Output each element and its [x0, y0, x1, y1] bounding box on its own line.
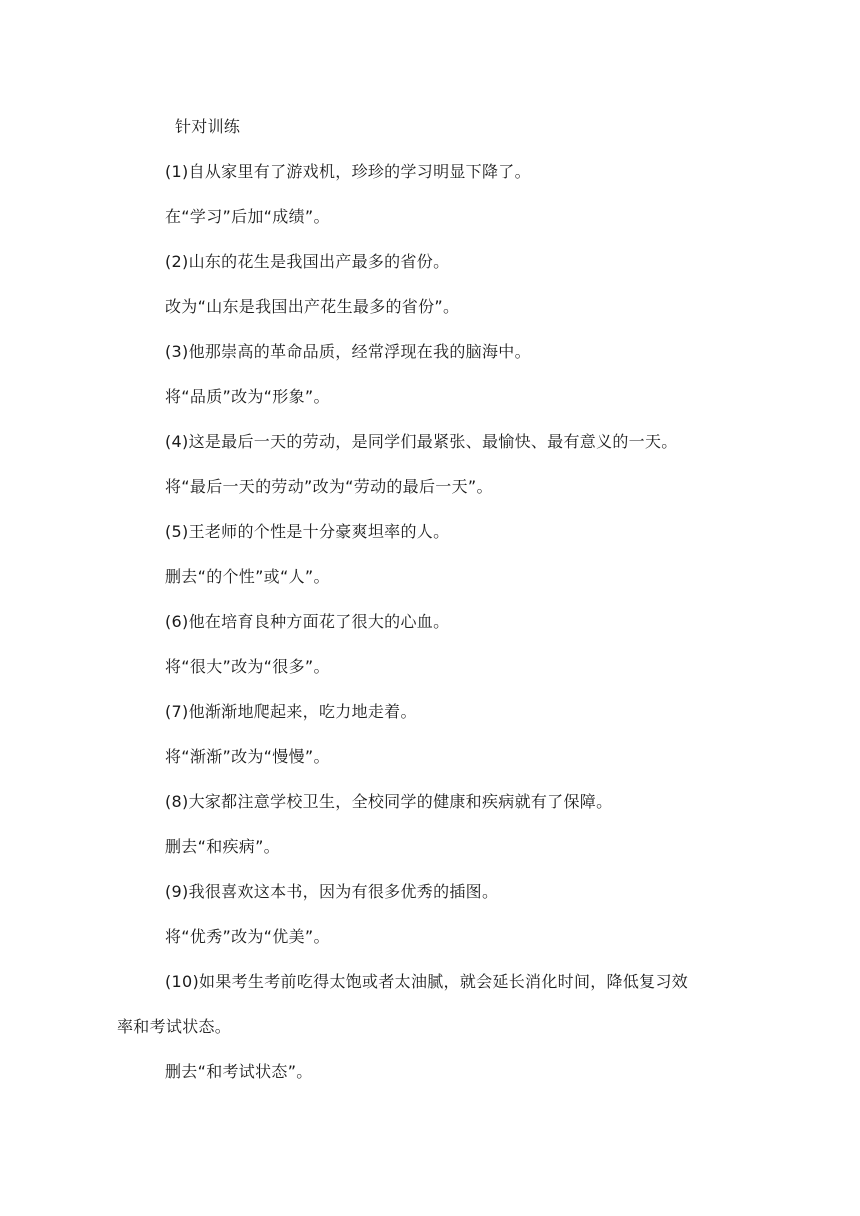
answer-9: 将“优秀”改为“优美”。: [165, 927, 330, 946]
question-10-line-1: (10)如果考生考前吃得太饱或者太油腻，就会延长消化时间，降低复习效: [165, 972, 689, 991]
section-heading: 针对训练: [175, 117, 241, 136]
question-3: (3)他那崇高的革命品质，经常浮现在我的脑海中。: [165, 342, 531, 361]
question-4: (4)这是最后一天的劳动，是同学们最紧张、最愉快、最有意义的一天。: [165, 432, 678, 451]
answer-7: 将“渐渐”改为“慢慢”。: [165, 747, 330, 766]
answer-5: 删去“的个性”或“人”。: [165, 567, 330, 586]
question-8: (8)大家都注意学校卫生，全校同学的健康和疾病就有了保障。: [165, 792, 613, 811]
answer-6: 将“很大”改为“很多”。: [165, 657, 330, 676]
question-6: (6)他在培育良种方面花了很大的心血。: [165, 612, 450, 631]
answer-8: 删去“和疾病”。: [165, 837, 280, 856]
answer-10: 删去“和考试状态”。: [165, 1062, 313, 1081]
question-9: (9)我很喜欢这本书，因为有很多优秀的插图。: [165, 882, 499, 901]
question-5: (5)王老师的个性是十分豪爽坦率的人。: [165, 522, 450, 541]
question-7: (7)他渐渐地爬起来，吃力地走着。: [165, 702, 417, 721]
answer-2: 改为“山东是我国出产花生最多的省份”。: [165, 297, 460, 316]
answer-3: 将“品质”改为“形象”。: [165, 387, 330, 406]
question-1: (1)自从家里有了游戏机，珍珍的学习明显下降了。: [165, 162, 531, 181]
answer-4: 将“最后一天的劳动”改为“劳动的最后一天”。: [165, 477, 493, 496]
question-10-line-2: 率和考试状态。: [117, 1017, 232, 1036]
answer-1: 在“学习”后加“成绩”。: [165, 207, 330, 226]
question-2: (2)山东的花生是我国出产最多的省份。: [165, 252, 450, 271]
